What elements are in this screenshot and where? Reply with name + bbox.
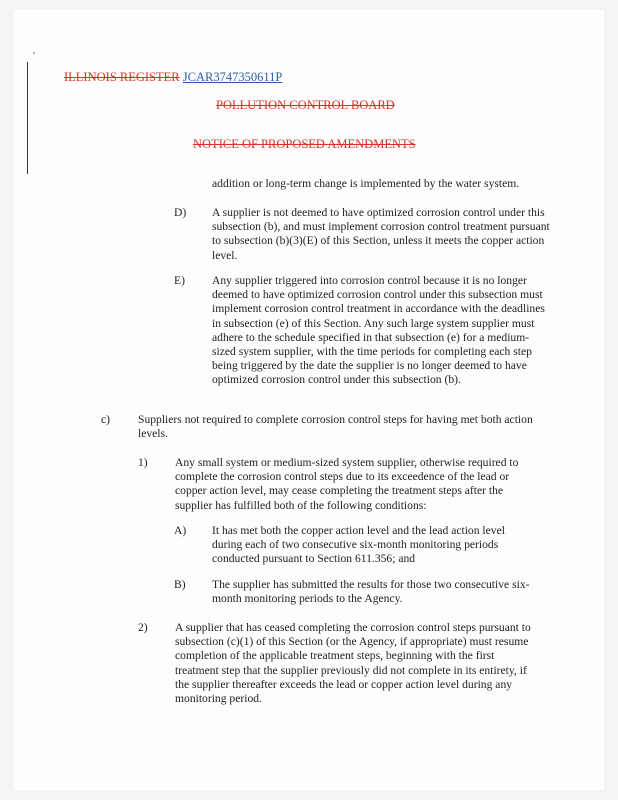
item-1a-text: It has met both the copper action level and the lead action level during each of two consecutive six-month monitoring periods conducted pursuant to Section 611.356; and	[212, 524, 505, 566]
item-d-text: A supplier is not deemed to have optimized corrosion control under this subsection (b), and must implement corrosion control treatment pursuant to subsection (b)(3)(E) of this Section, unless it meets the copper action level.	[212, 206, 550, 262]
register-struck-text: ILLINOIS REGISTER	[64, 70, 180, 84]
item-1b-text: The supplier has submitted the results for those two consecutive six-month monitoring periods to the Agency.	[212, 578, 530, 606]
section-c-text: Suppliers not required to complete corrosion control steps for having met both action levels.	[138, 413, 533, 441]
board-title: POLLUTION CONTROL BOARD	[216, 98, 395, 112]
item-1b-label: B)	[174, 578, 186, 591]
continuation-text: addition or long-term change is implemented by the water system.	[212, 177, 520, 190]
section-c-label: c)	[101, 413, 111, 426]
notice-title: NOTICE OF PROPOSED AMENDMENTS	[193, 137, 416, 151]
item-1-label: 1)	[138, 456, 148, 469]
item-1a-label: A)	[174, 524, 187, 537]
item-2-label: 2)	[138, 621, 148, 634]
item-e-label: E)	[174, 274, 185, 287]
item-d-label: D)	[174, 206, 187, 219]
register-line	[64, 70, 282, 85]
register-inserted-text: JCAR3747350611P	[182, 70, 283, 84]
item-2-text: A supplier that has ceased completing the corrosion control steps pursuant to subsection (c)(1) of this Section (or the Agency, if appropriate) must resume completion of the applicable treatment steps, beginning with the first treatment step that the supplier previously did not complete in its entirety, if the supplier thereafter exceeds the lead or copper action level during any monitoring period.	[175, 621, 531, 706]
scan-speck	[33, 52, 35, 54]
item-e-text: Any supplier triggered into corrosion control because it is no longer deemed to have optimized corrosion control under this subsection must implement corrosion control treatment in accordance with the deadlines in subsection (e) of this Section. Any such large system supplier must adhere to the schedule specified in that subsection (e) for a medium-sized system supplier, with the time periods for completing each step being triggered by the date the supplier is no longer deemed to have optimized corrosion control under this subsection (b).	[212, 274, 545, 387]
item-1-text: Any small system or medium-sized system supplier, otherwise required to complete the corrosion control steps due to its exceedence of the lead or copper action level, may cease completing the treatment steps after the supplier has fulfilled both of the following conditions:	[175, 456, 519, 512]
change-margin-bar	[27, 62, 28, 174]
